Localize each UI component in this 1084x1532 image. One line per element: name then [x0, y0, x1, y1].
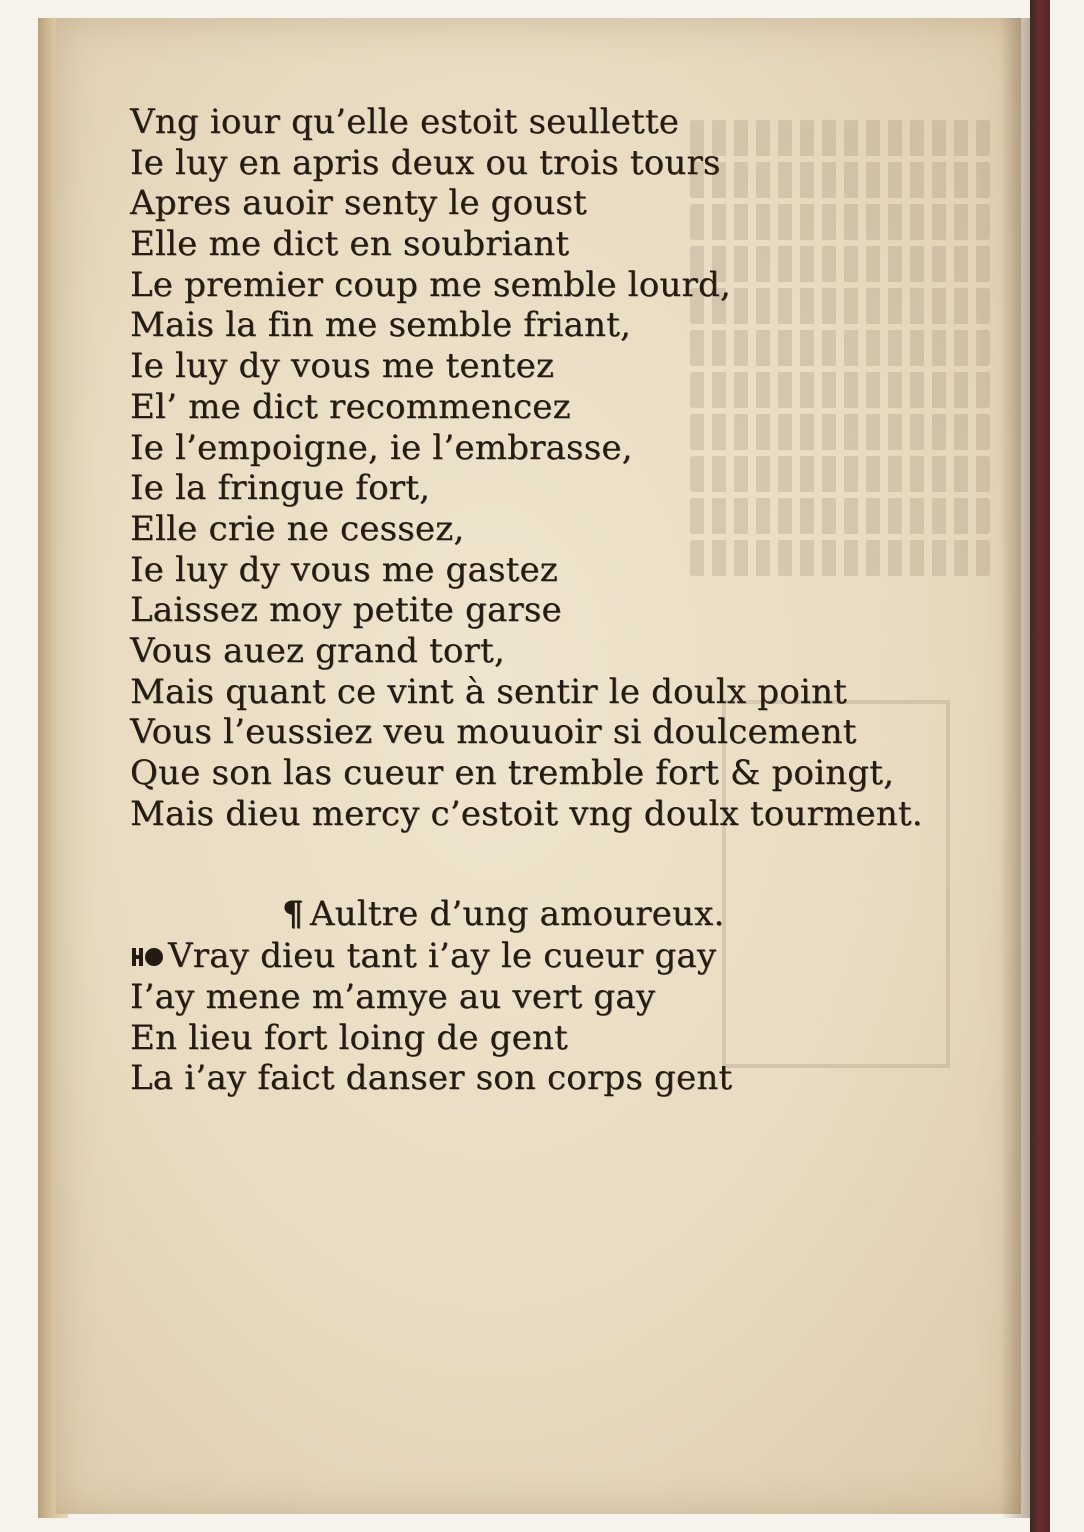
verse-line: Mais quant ce vint à sentir le doulx point	[130, 671, 847, 712]
verse-line: Elle crie ne cessez,	[130, 508, 465, 549]
verse-line: Ie luy en apris deux ou trois tours	[130, 142, 721, 183]
verse-line: Vous auez grand tort,	[130, 630, 505, 671]
verse-line: Laissez moy petite garse	[130, 590, 562, 631]
verse-line: Mais la fin me semble friant,	[130, 305, 632, 346]
scan-margin	[1050, 0, 1084, 1532]
verse-line: Ie luy dy vous me tentez	[130, 346, 555, 387]
verse-line: Mais dieu mercy c’estoit vng doulx tourment.	[130, 793, 923, 834]
verse-line: Elle me dict en soubriant	[130, 224, 570, 265]
poem-heading-text: Aultre d’ung amoureux.	[309, 894, 725, 935]
verse-line: Le premier coup me semble lourd,	[130, 264, 731, 305]
stanza-gap	[130, 834, 990, 892]
verse-line: Apres auoir senty le goust	[130, 183, 587, 224]
page-gutter	[1000, 18, 1030, 1518]
verse-line: Ie la fringue fort,	[130, 468, 431, 509]
verse-line: Que son las cueur en tremble fort & poingt,	[130, 753, 895, 793]
verse-line: Vng iour qu’elle estoit seullette	[130, 102, 680, 142]
fleuron-icon	[130, 944, 164, 970]
verse-line: Ie l’empoigne, ie l’embrasse,	[130, 427, 633, 468]
poem-heading	[130, 892, 990, 936]
verse-line: I’ay mene m’amye au vert gay	[130, 977, 656, 1018]
pilcrow-icon: ¶	[282, 894, 304, 935]
verse-line-text: Vray dieu tant i’ay le cueur gay	[168, 936, 717, 977]
verse-line: Vous l’eussiez veu mouuoir si doulcement	[130, 712, 857, 753]
book-binding	[1030, 0, 1050, 1532]
verse-line: El’ me dict recommencez	[130, 386, 571, 427]
verse-line	[130, 936, 990, 977]
verse-line: En lieu fort loing de gent	[130, 1017, 568, 1058]
text-block	[130, 102, 990, 1099]
verse-line: Ie luy dy vous me gastez	[130, 549, 558, 590]
verse-line: La i’ay faict danser son corps gent	[130, 1058, 733, 1099]
